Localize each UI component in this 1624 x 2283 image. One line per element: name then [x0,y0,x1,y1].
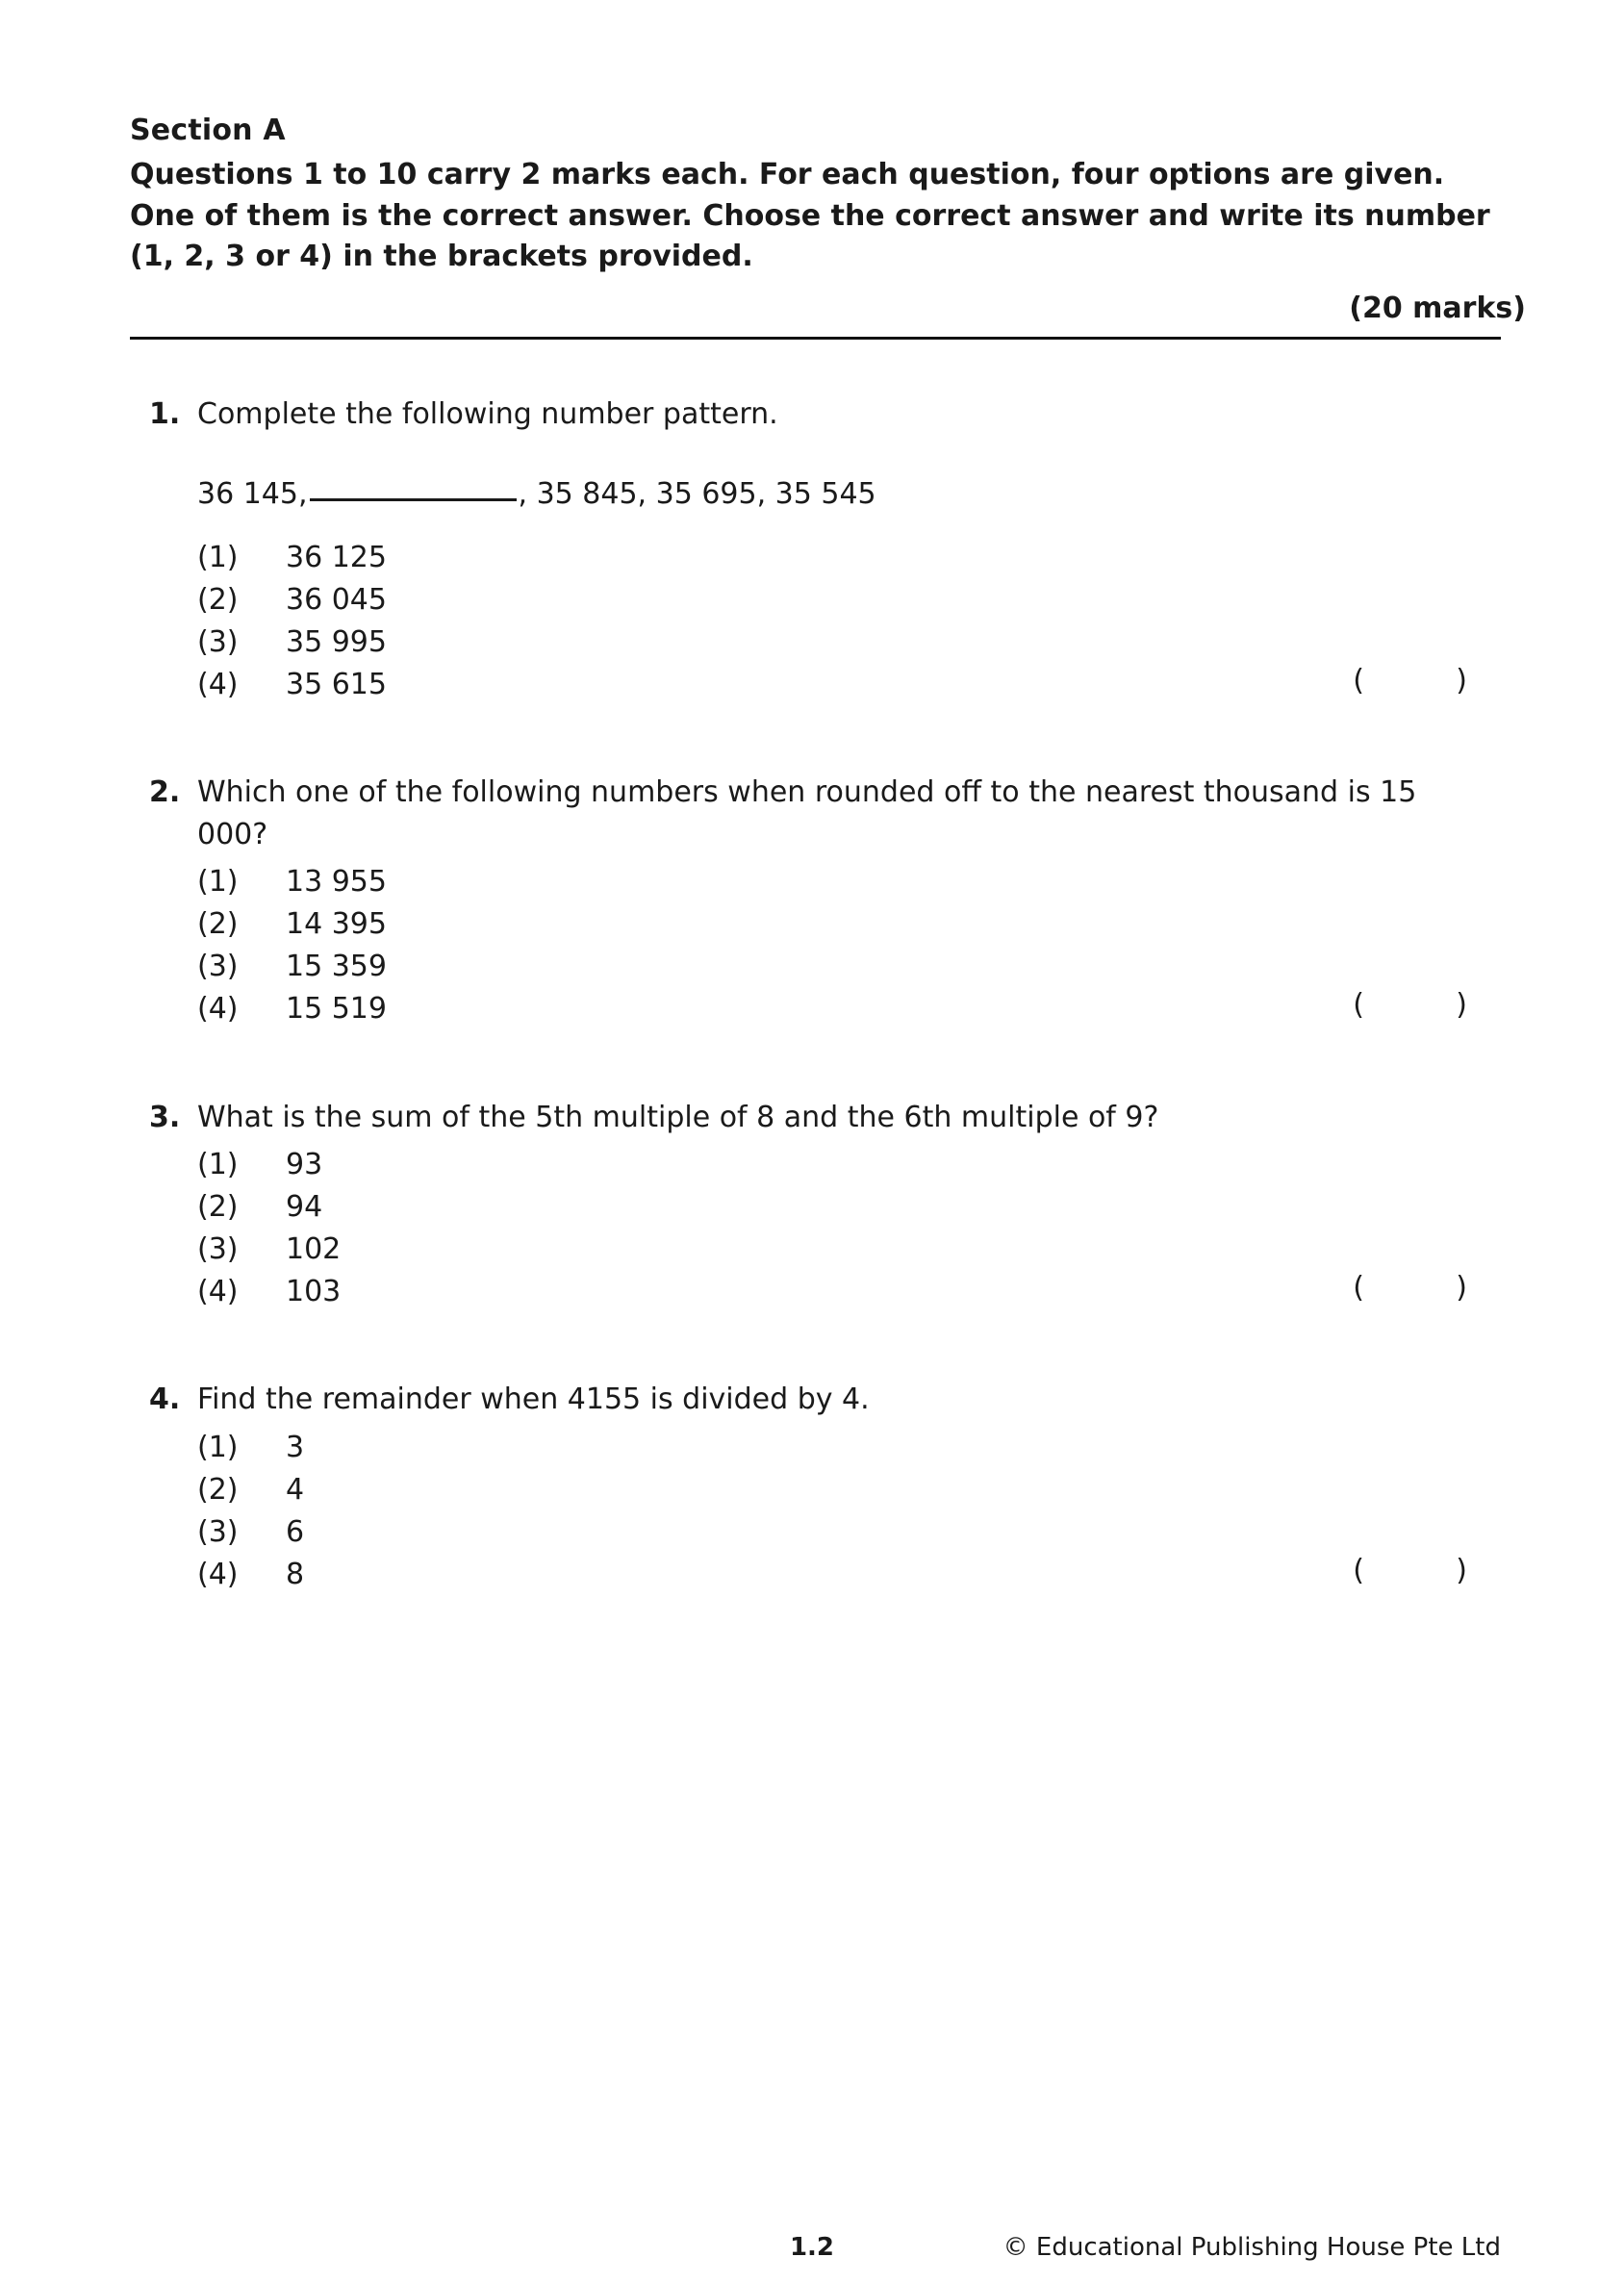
option-value: 8 [286,1558,305,1592]
option-item[interactable] [197,1144,1467,1186]
options-list [197,861,1537,1030]
option-item[interactable] [197,1427,1467,1469]
option-row [197,1511,1467,1554]
answer-brackets[interactable]: ( ) [1353,988,1467,1023]
option-item[interactable] [197,946,1467,988]
option-value: 6 [286,1515,305,1550]
option-value: 13 955 [286,865,387,900]
option-value: 36 045 [286,582,387,617]
option-row [197,1554,1467,1596]
option-item[interactable] [197,537,1467,579]
option-label: (1) [197,540,239,574]
question-body [197,393,1537,706]
option-label: (1) [197,1148,239,1182]
option-item[interactable] [197,1271,1467,1313]
option-value: 102 [286,1232,342,1267]
option-row [197,621,1467,664]
question-item [130,1097,1537,1314]
options-list [197,537,1537,706]
option-row [197,1271,1467,1313]
option-value: 15 359 [286,950,387,984]
option-row [197,861,1467,903]
answer-brackets[interactable]: ( ) [1353,664,1467,698]
option-label: (4) [197,992,239,1027]
options-list [197,1427,1537,1596]
question-text: Complete the following number pattern. [197,396,778,431]
option-label: (2) [197,1190,239,1225]
option-item[interactable] [197,1186,1467,1229]
section-instructions: Questions 1 to 10 carry 2 marks each. For each question, four options are given. One of them is the correct answer. Choose the correct answer and write its number (1, 2, 3 or 4) in the brackets provided. [130,158,1490,274]
spacer [130,1041,1537,1097]
question-item [130,393,1537,706]
option-value: 4 [286,1473,305,1507]
option-row [197,988,1467,1030]
page-number: 1.2 [789,2233,835,2262]
answer-brackets[interactable]: ( ) [1353,1554,1467,1588]
option-item[interactable] [197,1554,1467,1596]
answer-blank[interactable] [310,498,517,501]
option-value: 103 [286,1275,342,1309]
option-value: 3 [286,1430,305,1464]
question-body [197,772,1537,1030]
question-item [130,1379,1537,1596]
question-number: 4. [149,1382,181,1417]
option-row [197,579,1467,621]
option-label: (2) [197,907,239,942]
pattern-after: , 35 845, 35 695, 35 545 [518,477,876,512]
option-label: (3) [197,1515,239,1550]
questions-list [130,393,1537,1597]
option-item[interactable] [197,1511,1467,1554]
option-row [197,903,1467,946]
question-number: 1. [149,396,181,431]
question-pattern [197,473,1537,516]
option-item[interactable] [197,621,1467,664]
spacer [130,1323,1537,1379]
option-item[interactable] [197,579,1467,621]
option-label: (4) [197,1558,239,1592]
option-row [197,537,1467,579]
option-value: 93 [286,1148,323,1182]
spacer [130,716,1537,772]
option-row [197,1427,1467,1469]
option-row [197,1229,1467,1271]
question-item [130,772,1537,1030]
option-item[interactable] [197,903,1467,946]
question-body [197,1097,1537,1314]
option-label: (1) [197,865,239,900]
section-title: Section A [130,114,286,147]
option-row [197,664,1467,706]
option-value: 94 [286,1190,323,1225]
option-row [197,1186,1467,1229]
option-item[interactable] [197,861,1467,903]
option-label: (3) [197,950,239,984]
option-value: 14 395 [286,907,387,942]
option-item[interactable] [197,1229,1467,1271]
option-label: (3) [197,624,239,659]
option-row [197,946,1467,988]
option-item[interactable] [197,1469,1467,1511]
question-text: What is the sum of the 5th multiple of 8 and the 6th multiple of 9? [197,1100,1159,1134]
option-value: 15 519 [286,992,387,1027]
option-label: (4) [197,668,239,702]
option-label: (1) [197,1430,239,1464]
header-divider [130,337,1501,340]
option-label: (3) [197,1232,239,1267]
answer-brackets[interactable]: ( ) [1353,1271,1467,1306]
option-row [197,1144,1467,1186]
question-text: Which one of the following numbers when rounded off to the nearest thousand is 15 000? [197,775,1417,851]
option-label: (2) [197,1473,239,1507]
question-body [197,1379,1537,1596]
question-number: 2. [149,775,181,810]
question-number: 3. [149,1100,181,1134]
copyright-notice: © Educational Publishing House Pte Ltd [1002,2233,1501,2262]
section-marks: (20 marks) [1349,291,1526,325]
option-label: (4) [197,1275,239,1309]
options-list [197,1144,1537,1313]
option-value: 36 125 [286,540,387,574]
option-label: (2) [197,582,239,617]
option-value: 35 615 [286,668,387,702]
pattern-before: 36 145, [197,477,308,512]
question-text: Find the remainder when 4155 is divided by 4. [197,1382,870,1417]
option-row [197,1469,1467,1511]
option-value: 35 995 [286,624,387,659]
option-item[interactable] [197,664,1467,706]
option-item[interactable] [197,988,1467,1030]
